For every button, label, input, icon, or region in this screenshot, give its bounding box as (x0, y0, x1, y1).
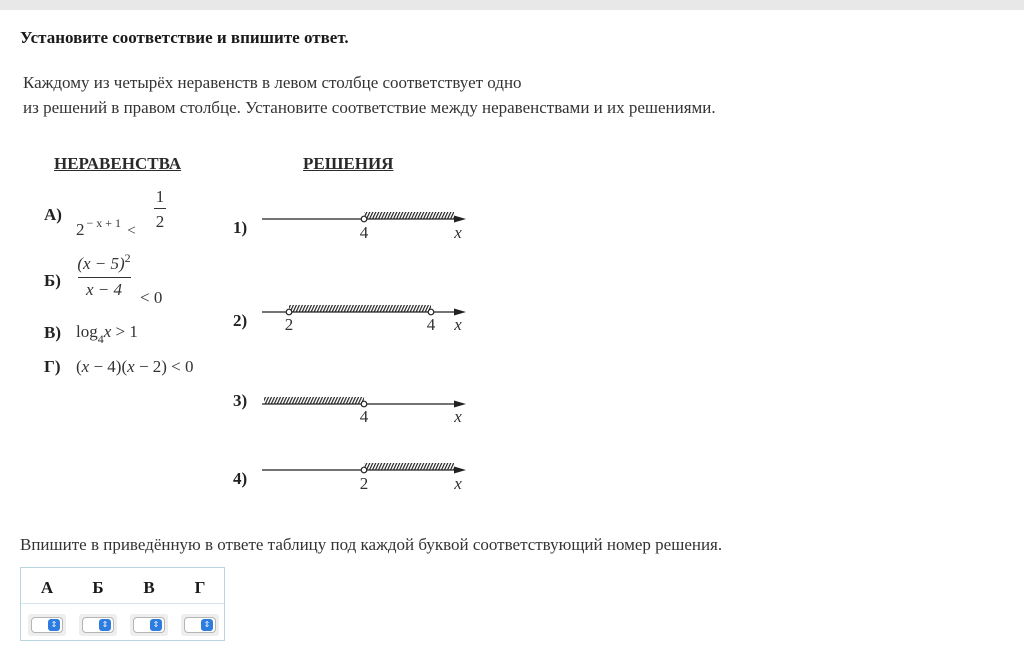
inequality-a-label: А) (44, 205, 62, 224)
solution-2-point-label-4: 4 (426, 315, 436, 334)
answer-select-g-cell (181, 614, 219, 636)
answer-select-a[interactable] (31, 617, 63, 633)
solution-2-open-point-2 (286, 309, 292, 315)
inequality-b-rhs: < 0 (140, 288, 163, 307)
solution-1-point-label: 4 (359, 223, 369, 242)
solution-4-open-point (361, 467, 367, 473)
inequality-b-denominator: x − 4 (85, 280, 123, 299)
answer-select-g[interactable] (184, 617, 216, 633)
inequality-v-rhs: > 1 (115, 322, 138, 341)
inequality-v-base: 4 (97, 332, 104, 346)
inequality-b-label: Б) (44, 271, 61, 290)
answer-select-v[interactable] (133, 617, 165, 633)
updown-arrows-icon: ⇕ (201, 619, 213, 631)
inequality-a-relation: < (127, 223, 136, 239)
answer-instruction: Впишите в приведённую в ответе таблицу под каждой буквой соответствующий номер решения. (20, 535, 723, 554)
solution-3-number-line (262, 397, 466, 426)
solution-4-point-label: 2 (359, 474, 369, 493)
inequality-b-power: 2 (124, 251, 131, 265)
solution-2-shading (289, 305, 431, 312)
answer-select-b[interactable] (82, 617, 114, 633)
solution-1-label: 1) (233, 218, 248, 237)
solution-4-axis-var: x (454, 474, 462, 493)
inequality-g-expr: (x − 4)(x − 2) < 0 (76, 357, 194, 376)
solutions-column-title: РЕШЕНИЯ (303, 154, 394, 173)
solution-1-axis-var: x (454, 223, 462, 242)
inequality-g-label: Г) (44, 357, 61, 376)
solution-2-label: 2) (233, 311, 248, 330)
updown-arrows-icon: ⇕ (48, 619, 60, 631)
solution-4-number-line (262, 463, 466, 493)
inequality-v-label: В) (44, 323, 61, 342)
inequality-b-numerator: $(x - 5)^2$ (77, 251, 131, 273)
solution-3-shading (264, 397, 364, 404)
updown-arrows-icon: ⇕ (99, 619, 111, 631)
inequalities-column-title: НЕРАВЕНСТВА (54, 154, 182, 173)
inequality-v-arg: x (103, 322, 112, 341)
task-heading: Установите соответствие и впишите ответ. (20, 28, 349, 47)
answer-header-g: Г (194, 578, 206, 597)
intro-line-2: из решений в правом столбце. Установите соответствие между неравенствами и их решениями. (23, 98, 716, 117)
solution-1-number-line (262, 212, 466, 242)
solution-2-point-label-2: 2 (284, 315, 294, 334)
answer-table-divider (21, 603, 224, 604)
answer-header-b: Б (92, 578, 104, 597)
solution-2-number-line (262, 305, 466, 334)
answer-header-a: А (40, 578, 54, 597)
answer-header-v: В (143, 578, 155, 597)
inequality-a-rhs-numerator: 1 (155, 187, 165, 206)
inequality-a-exponent: − x + 1 (86, 216, 122, 230)
updown-arrows-icon: ⇕ (150, 619, 162, 631)
answer-table (20, 567, 225, 641)
solution-3-open-point (361, 401, 367, 407)
solution-4-label: 4) (233, 469, 248, 488)
solution-3-label: 3) (233, 391, 248, 410)
solution-1-arrow-icon (454, 216, 466, 223)
solution-2-open-point-4 (428, 309, 434, 315)
answer-select-v-cell (130, 614, 168, 636)
solution-1-open-point (361, 216, 367, 222)
answer-select-b-cell (79, 614, 117, 636)
answer-select-a-cell (28, 614, 66, 636)
solution-3-axis-var: x (454, 407, 462, 426)
solution-1-shading (364, 212, 454, 219)
inequality-a-rhs-denominator: 2 (155, 212, 165, 231)
intro-line-1: Каждому из четырёх неравенств в левом столбце соответствует одно (23, 73, 522, 92)
solution-3-point-label: 4 (359, 407, 369, 426)
inequality-v-func: log (76, 322, 98, 341)
solution-4-arrow-icon (454, 467, 466, 474)
inequality-a-base: 2 (76, 220, 85, 239)
solution-4-shading (364, 463, 454, 470)
solution-2-axis-var: x (454, 315, 462, 334)
